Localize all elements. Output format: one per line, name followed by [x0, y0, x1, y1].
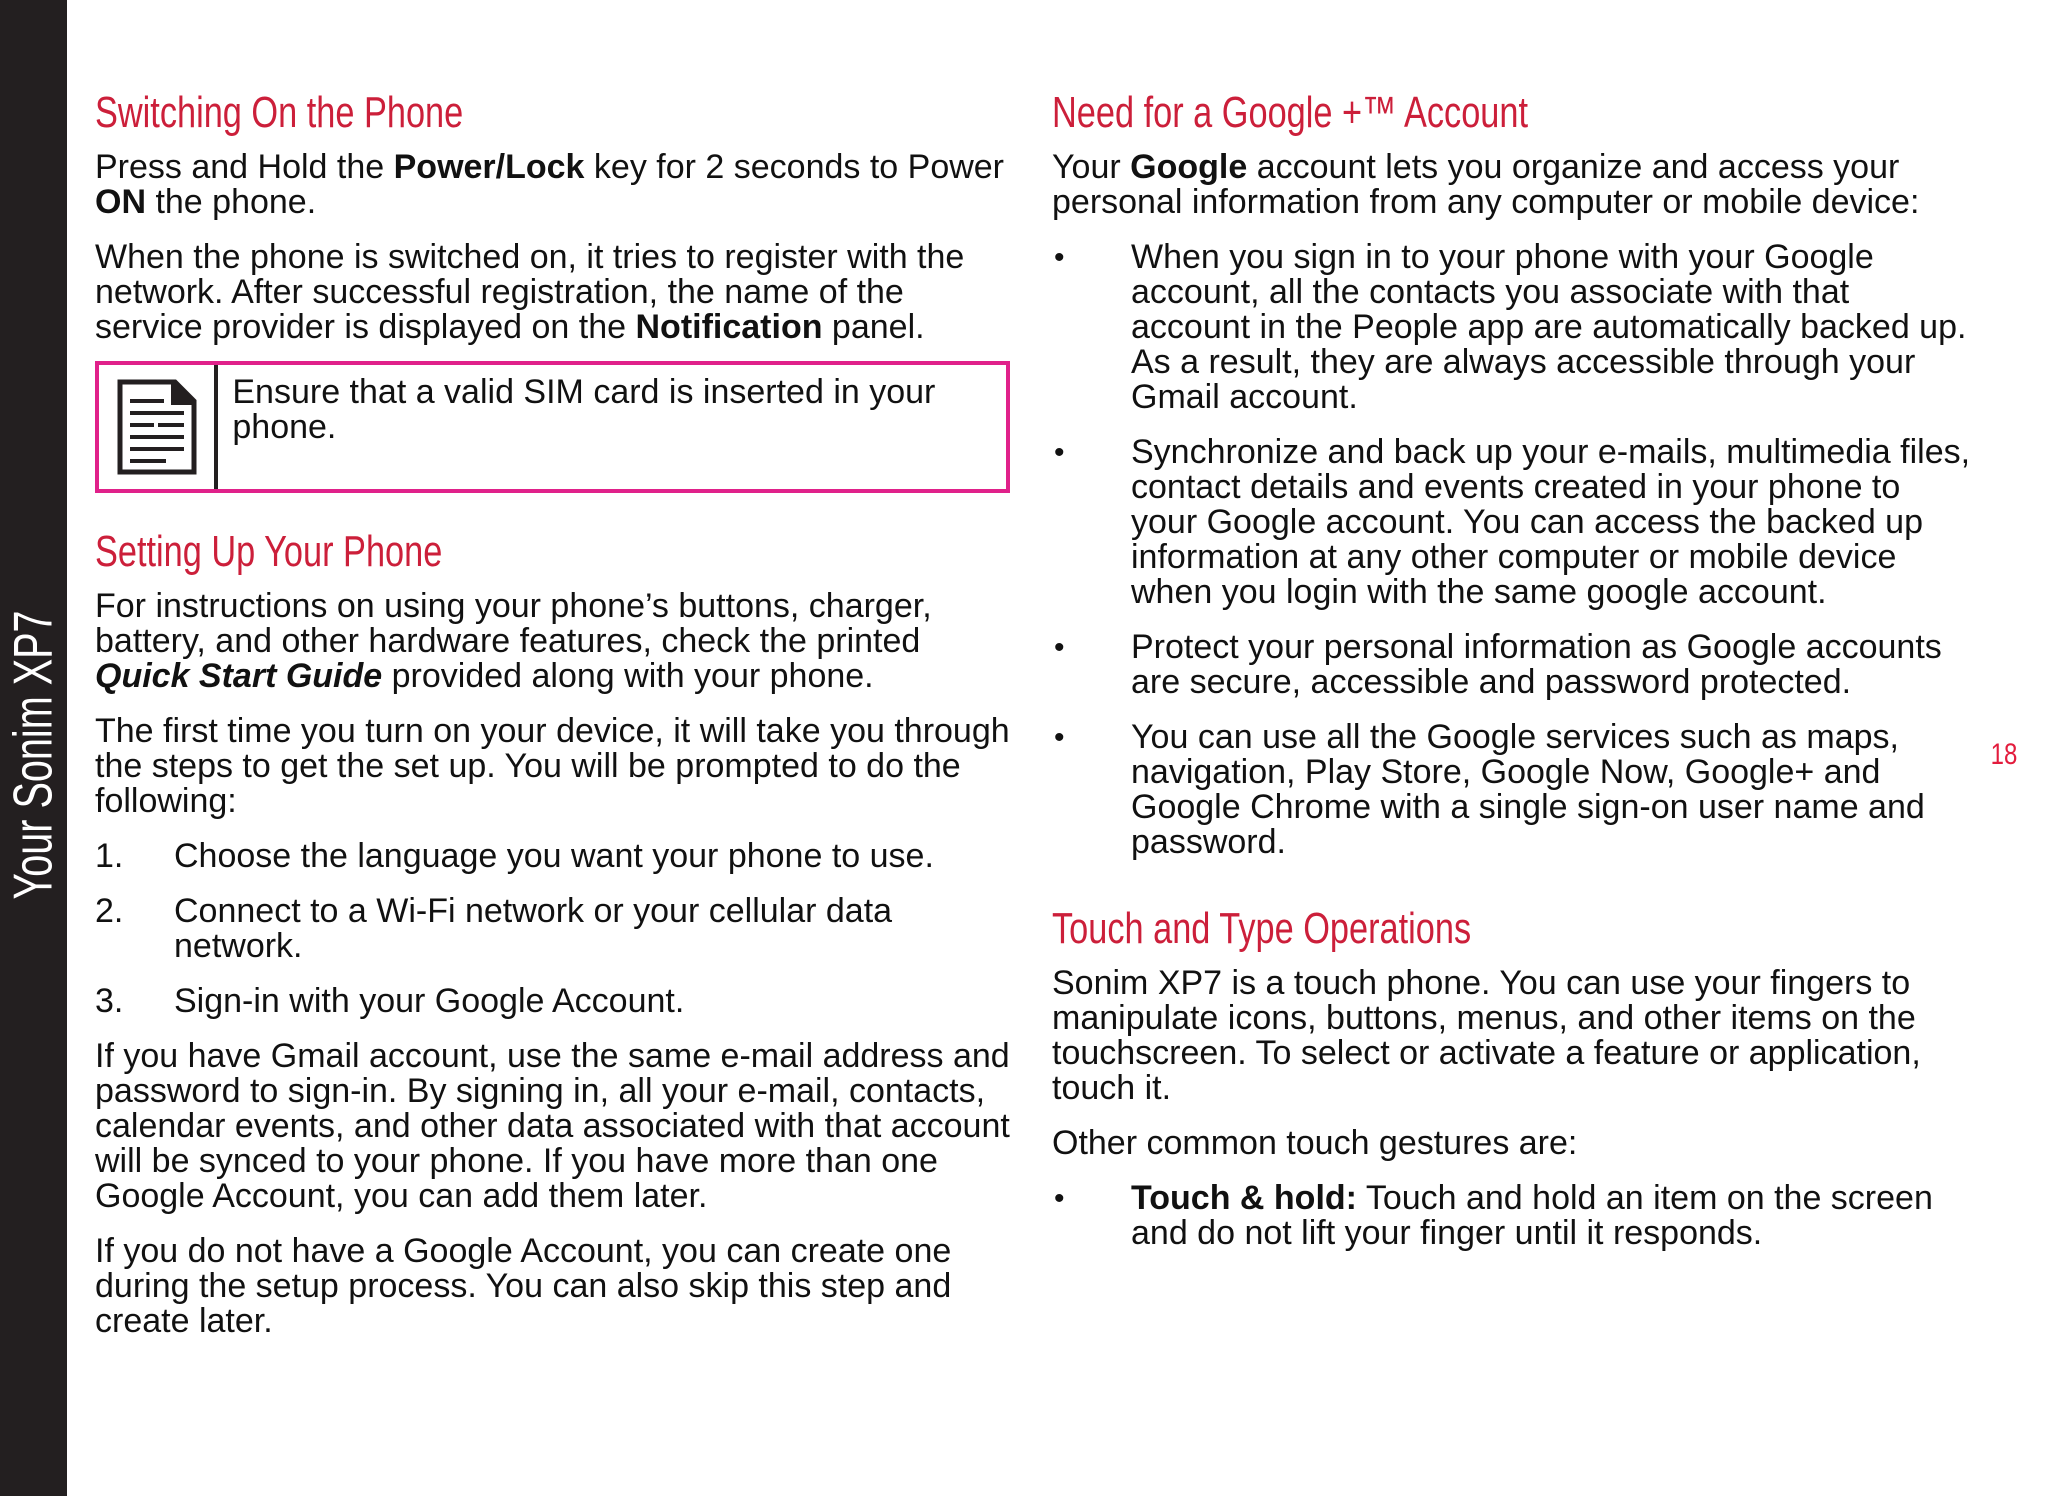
step-number: 2. — [95, 892, 124, 930]
google-intro-paragraph: Your Google account lets you organize and access your personal information from any computer or mobile device: — [1052, 148, 1920, 221]
google-benefit-item — [1052, 240, 1972, 415]
bullet-icon: • — [1054, 436, 1065, 469]
google-benefit-text: When you sign in to your phone with your Google account, all the contacts you associate with that account in the People app are automatically backed up. As a result, they are always accessible through your Gmail account. — [1131, 238, 1967, 416]
left-column — [95, 88, 1010, 1359]
step-number: 3. — [95, 982, 124, 1020]
heading-touch-type: Touch and Type Operations — [1052, 904, 1472, 953]
google-benefit-text: Synchronize and back up your e-mails, multimedia files, contact details and events created in your phone to your Google account. You can access the backed up information at any other computer or mobile device when you login with the same google account. — [1131, 433, 1971, 611]
right-column — [1052, 88, 1972, 1271]
bullet-icon: • — [1054, 241, 1065, 274]
bullet-icon: • — [1054, 1182, 1065, 1215]
setup-step — [95, 894, 1010, 964]
step-text: Connect to a Wi-Fi network or your cellular data network. — [174, 892, 893, 965]
google-benefit-item — [1052, 720, 1972, 860]
gesture-item — [1052, 1181, 1972, 1251]
setup-intro-paragraph: The first time you turn on your device, it will take you through the steps to get the set up. You will be prompted to do the following: — [95, 712, 1010, 820]
heading-google-account: Need for a Google +™ Account — [1052, 88, 1529, 137]
create-account-paragraph: If you do not have a Google Account, you can create one during the setup process. You can also skip this step and create later. — [95, 1232, 952, 1340]
network-registration-paragraph: When the phone is switched on, it tries to register with the network. After successful registration, the name of the service provider is displayed on the Notification panel. — [95, 238, 965, 346]
setup-step — [95, 839, 1010, 874]
gestures-intro-paragraph: Other common touch gestures are: — [1052, 1124, 1578, 1162]
quick-start-paragraph: For instructions on using your phone’s buttons, charger, battery, and other hardware features, check the printed Quick Start Guide provided along with your phone. — [95, 587, 932, 695]
side-strip — [0, 0, 67, 1496]
setup-step — [95, 984, 1010, 1019]
google-benefit-text: Protect your personal information as Google accounts are secure, accessible and password protected. — [1131, 628, 1942, 701]
step-number: 1. — [95, 837, 124, 875]
touch-intro-paragraph: Sonim XP7 is a touch phone. You can use your fingers to manipulate icons, buttons, menus, and other items on the touchscreen. To select or activate a feature or application, touch it. — [1052, 964, 1921, 1107]
heading-switching-on: Switching On the Phone — [95, 88, 464, 137]
bullet-icon: • — [1054, 631, 1065, 664]
note-document-icon — [117, 379, 197, 475]
google-benefit-item — [1052, 435, 1972, 610]
page-number: 18 — [1990, 738, 2018, 771]
google-benefit-item — [1052, 630, 1972, 700]
gesture-text: Touch & hold: Touch and hold an item on the screen and do not lift your finger until it responds. — [1131, 1179, 1933, 1252]
step-text: Sign-in with your Google Account. — [174, 982, 685, 1020]
sim-note-text: Ensure that a valid SIM card is inserted in your phone. — [232, 373, 936, 446]
step-text: Choose the language you want your phone to use. — [174, 837, 934, 875]
sidebar-title: Your Sonim XP7 — [1, 610, 64, 900]
google-benefit-text: You can use all the Google services such as maps, navigation, Play Store, Google Now, Google+ and Google Chrome with a single sign-on user name and password. — [1131, 718, 1925, 861]
power-on-paragraph: Press and Hold the Power/Lock key for 2 seconds to Power ON the phone. — [95, 148, 1005, 221]
bullet-icon: • — [1054, 721, 1065, 754]
heading-setting-up: Setting Up Your Phone — [95, 527, 443, 576]
gmail-signin-paragraph: If you have Gmail account, use the same e-mail address and password to sign-in. By signing in, all your e-mail, contacts, calendar events, and other data associated with that account will be synced to your phone. If you have more than one Google Account, you can add them later. — [95, 1037, 1010, 1215]
sim-note-box — [95, 361, 1010, 493]
